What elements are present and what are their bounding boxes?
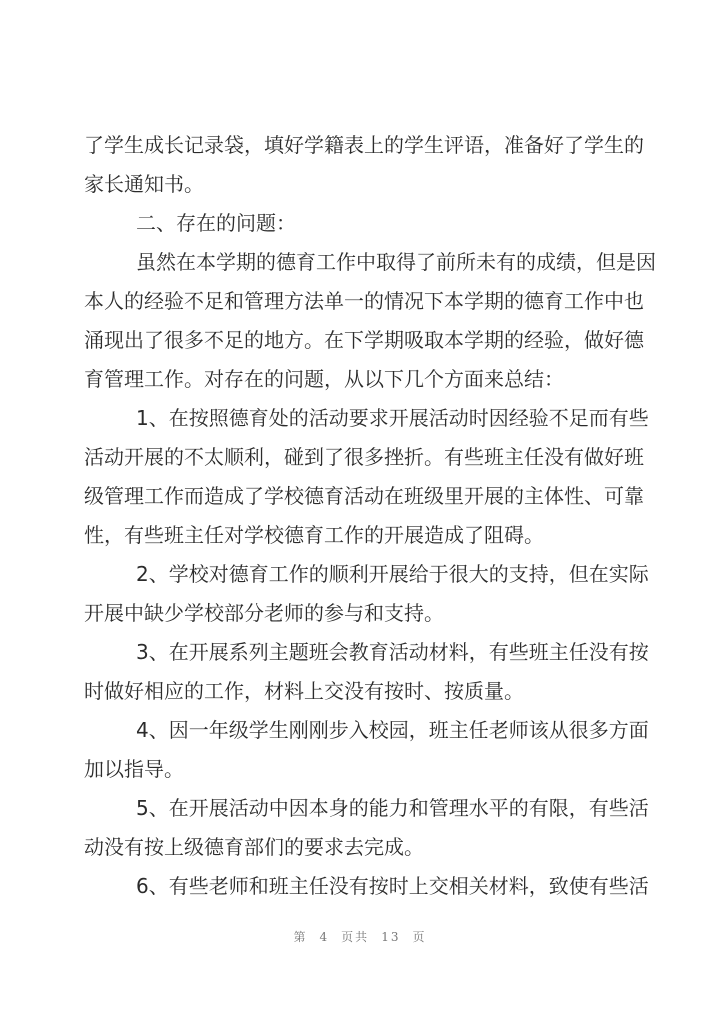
text-line-14: 3、在开展系列主题班会教育活动材料，有些班主任没有按 bbox=[136, 640, 649, 664]
text-line-17: 加以指导。 bbox=[84, 757, 184, 781]
footer-total-pages: 13 bbox=[381, 930, 401, 944]
footer-suffix: 页 bbox=[412, 930, 427, 944]
text-line-11: 性，有些班主任对学校德育工作的开展造成了阻碍。 bbox=[84, 523, 544, 547]
text-line-1: 了学生成长记录袋，填好学籍表上的学生评语，准备好了学生的 bbox=[84, 133, 644, 157]
page-footer bbox=[0, 928, 720, 945]
text-line-18: 5、在开展活动中因本身的能力和管理水平的有限，有些活 bbox=[136, 796, 649, 820]
text-line-2: 家长通知书。 bbox=[84, 172, 204, 196]
section-heading: 二、存在的问题： bbox=[136, 211, 296, 235]
text-line-6: 涌现出了很多不足的地方。在下学期吸取本学期的经验，做好德 bbox=[84, 328, 644, 352]
text-line-16: 4、因一年级学生刚刚步入校园，班主任老师该从很多方面 bbox=[136, 718, 649, 742]
text-line-15: 时做好相应的工作，材料上交没有按时、按质量。 bbox=[84, 679, 524, 703]
text-line-13: 开展中缺少学校部分老师的参与和支持。 bbox=[84, 601, 444, 625]
footer-page-number: 4 bbox=[319, 930, 330, 944]
text-line-19: 动没有按上级德育部们的要求去完成。 bbox=[84, 835, 424, 859]
text-line-20: 6、有些老师和班主任没有按时上交相关材料，致使有些活 bbox=[136, 874, 649, 898]
text-line-7: 育管理工作。对存在的问题，从以下几个方面来总结： bbox=[84, 367, 564, 391]
text-line-9: 活动开展的不太顺利，碰到了很多挫折。有些班主任没有做好班 bbox=[84, 445, 644, 469]
text-line-8: 1、在按照德育处的活动要求开展活动时因经验不足而有些 bbox=[136, 406, 649, 430]
text-line-4: 虽然在本学期的德育工作中取得了前所未有的成绩，但是因 bbox=[136, 250, 656, 274]
footer-middle: 页共 bbox=[341, 930, 370, 944]
text-line-12: 2、学校对德育工作的顺利开展给于很大的支持，但在实际 bbox=[136, 562, 649, 586]
text-line-5: 本人的经验不足和管理方法单一的情况下本学期的德育工作中也 bbox=[84, 289, 644, 313]
footer-prefix: 第 bbox=[293, 930, 308, 944]
text-line-10: 级管理工作而造成了学校德育活动在班级里开展的主体性、可靠 bbox=[84, 484, 644, 508]
